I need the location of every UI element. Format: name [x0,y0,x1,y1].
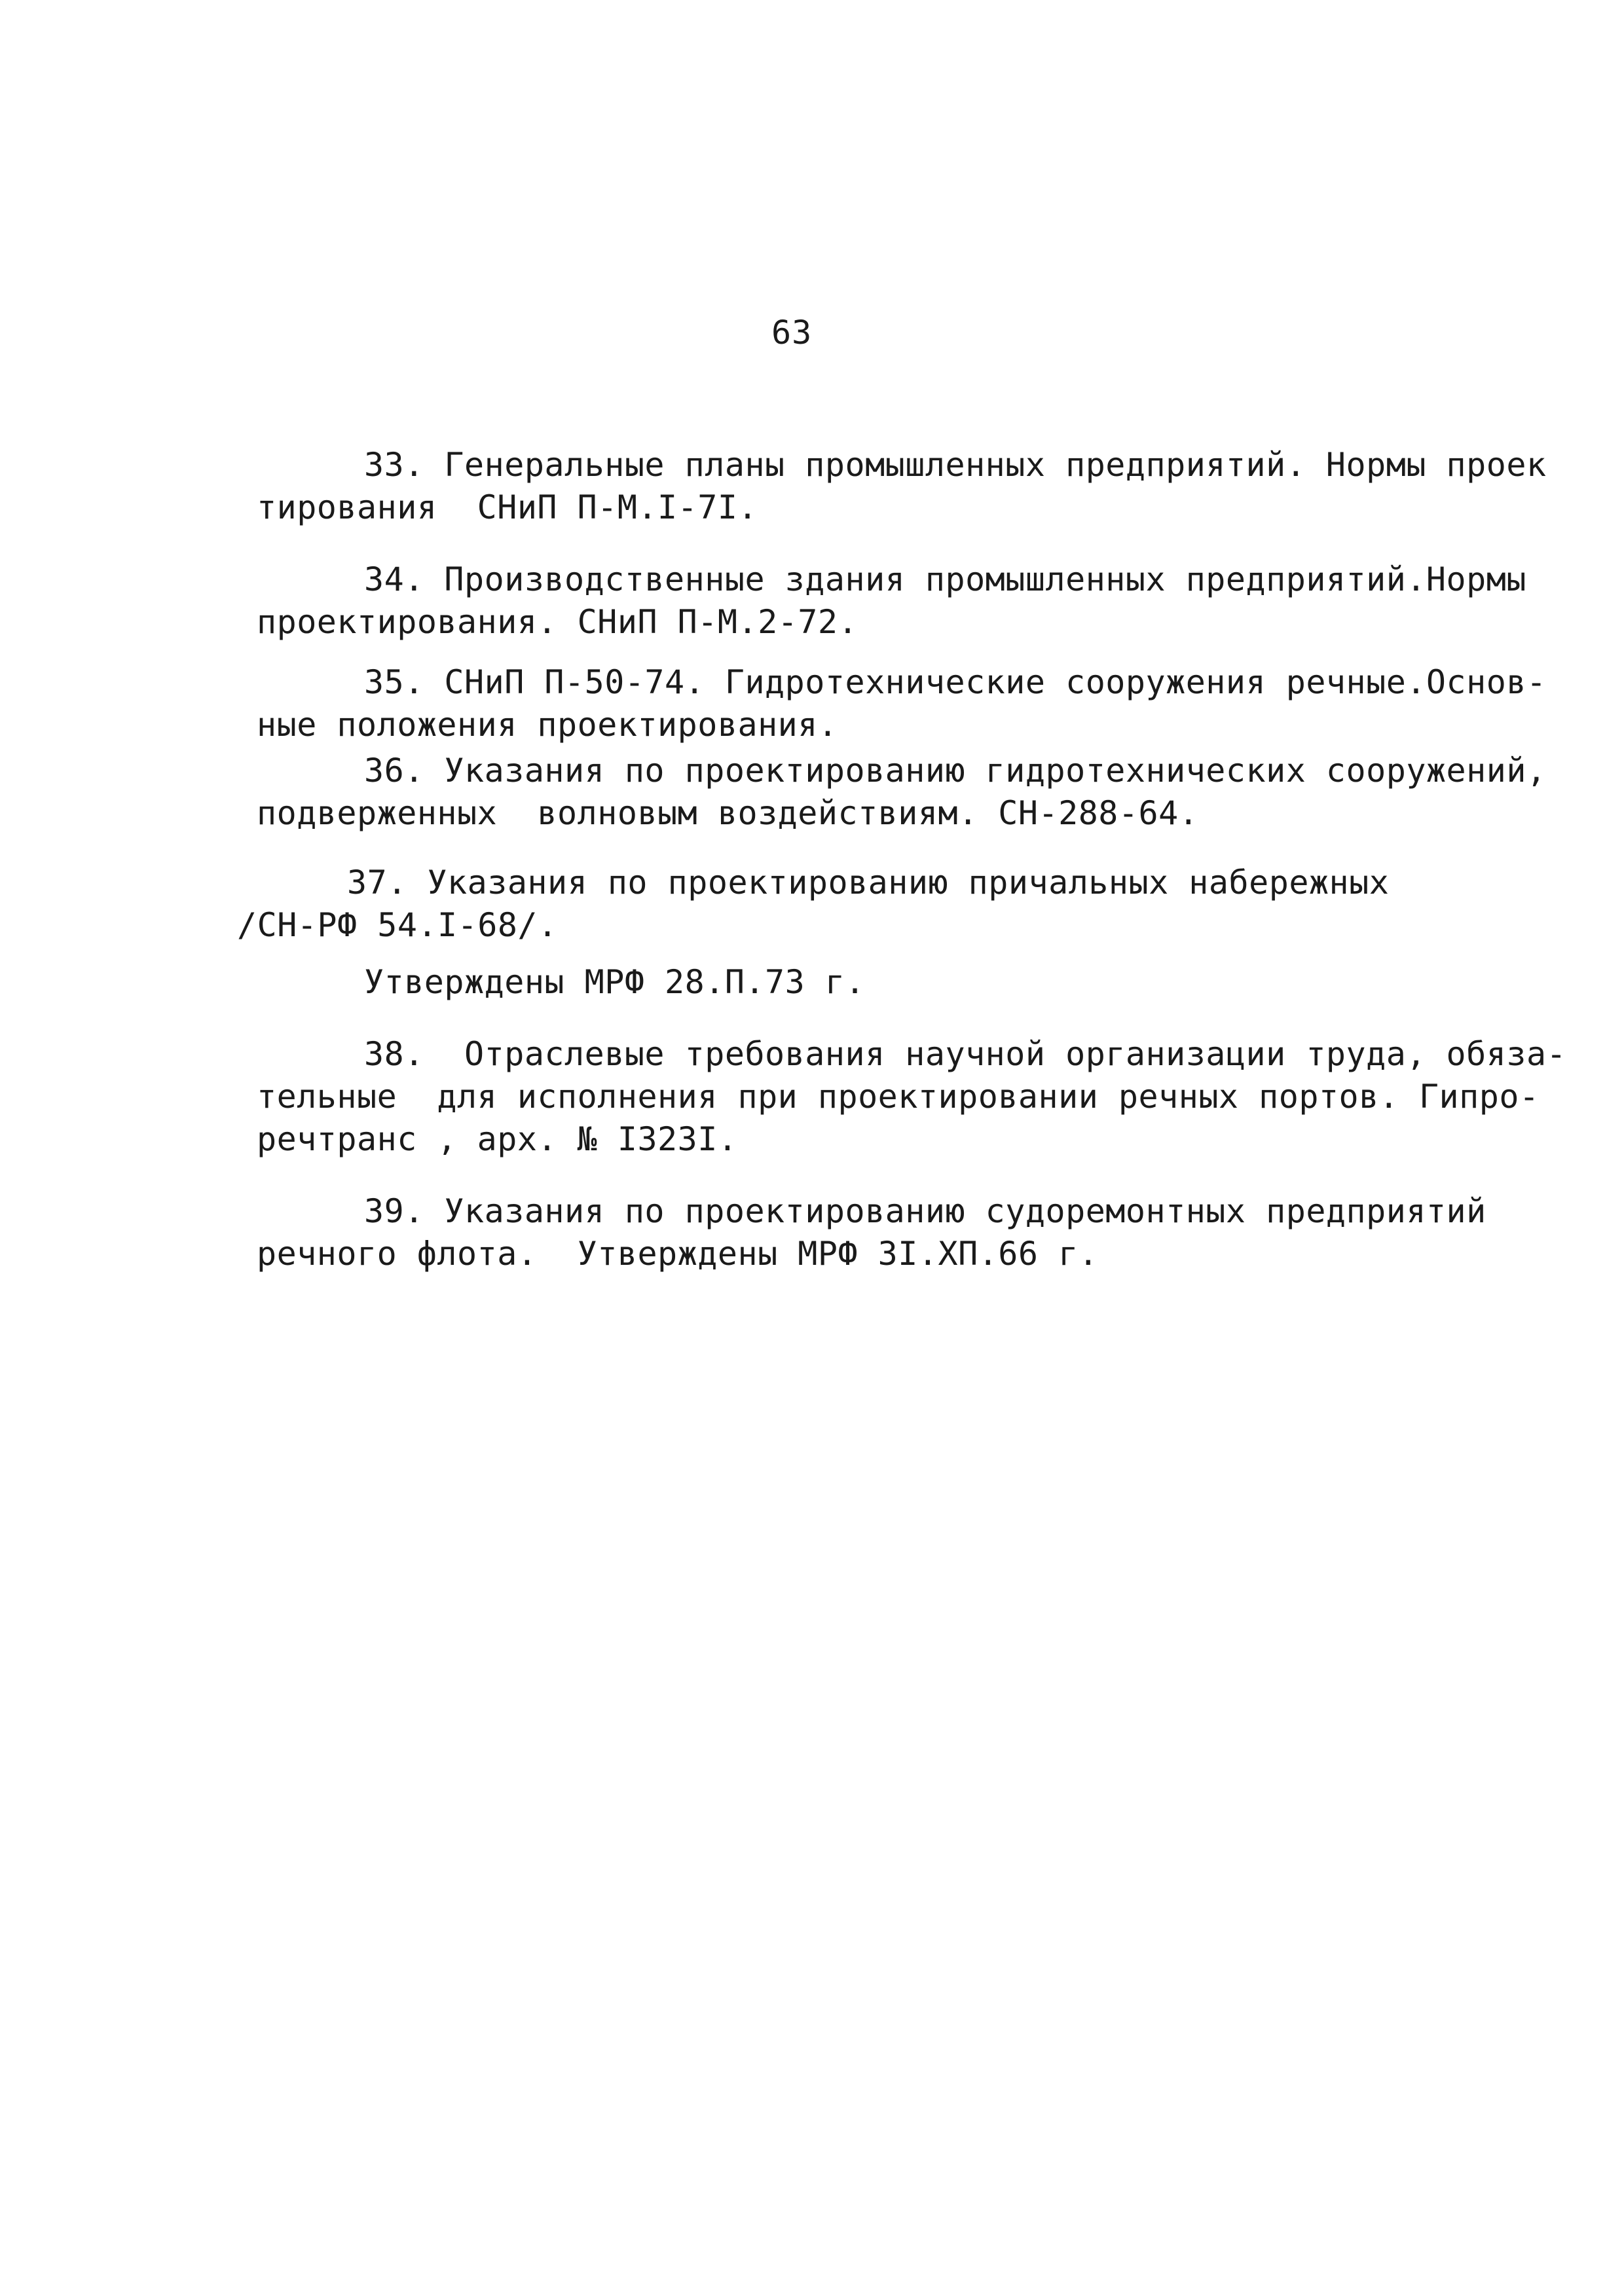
reference-38-line-2: тельные для исполнения при проектировании речных портов. Гипро- [257,1078,1540,1116]
reference-39-line-2: речного флота. Утверждены МРФ 3I.ХП.66 г. [257,1235,1099,1273]
reference-33-line-2: тирования СНиП П-М.I-7I. [257,488,758,526]
reference-33-line-1: 33. Генеральные планы промышленных предприятий. Нормы проек [364,446,1547,484]
page-number: 63 [771,314,813,352]
reference-34-line-1: 34. Производственные здания промышленных предприятий.Нормы [364,560,1526,598]
reference-38-line-1: 38. Отраслевые требования научной организации труда, обяза- [364,1035,1567,1073]
reference-34-line-2: проектирования. СНиП П-М.2-72. [257,603,858,641]
reference-39-line-1: 39. Указания по проектированию судоремонтных предприятий [364,1192,1486,1230]
reference-35-line-1: 35. СНиП П-50-74. Гидротехнические сооружения речные.Основ- [364,663,1547,701]
reference-37-line-1: 37. Указания по проектированию причальных набережных [347,864,1390,902]
reference-38-line-3: речтранс , арх. № I323I. [257,1120,738,1158]
reference-36-line-2: подверженных волновым воздействиям. СН-288-64. [257,794,1199,832]
reference-36-line-1: 36. Указания по проектированию гидротехнических сооружений, [364,752,1547,790]
reference-37-line-3: Утверждены МРФ 28.П.73 г. [364,963,866,1001]
reference-35-line-2: ные положения проектирования. [257,706,838,744]
reference-37-line-2: /СН-РФ 54.I-68/. [237,906,558,944]
